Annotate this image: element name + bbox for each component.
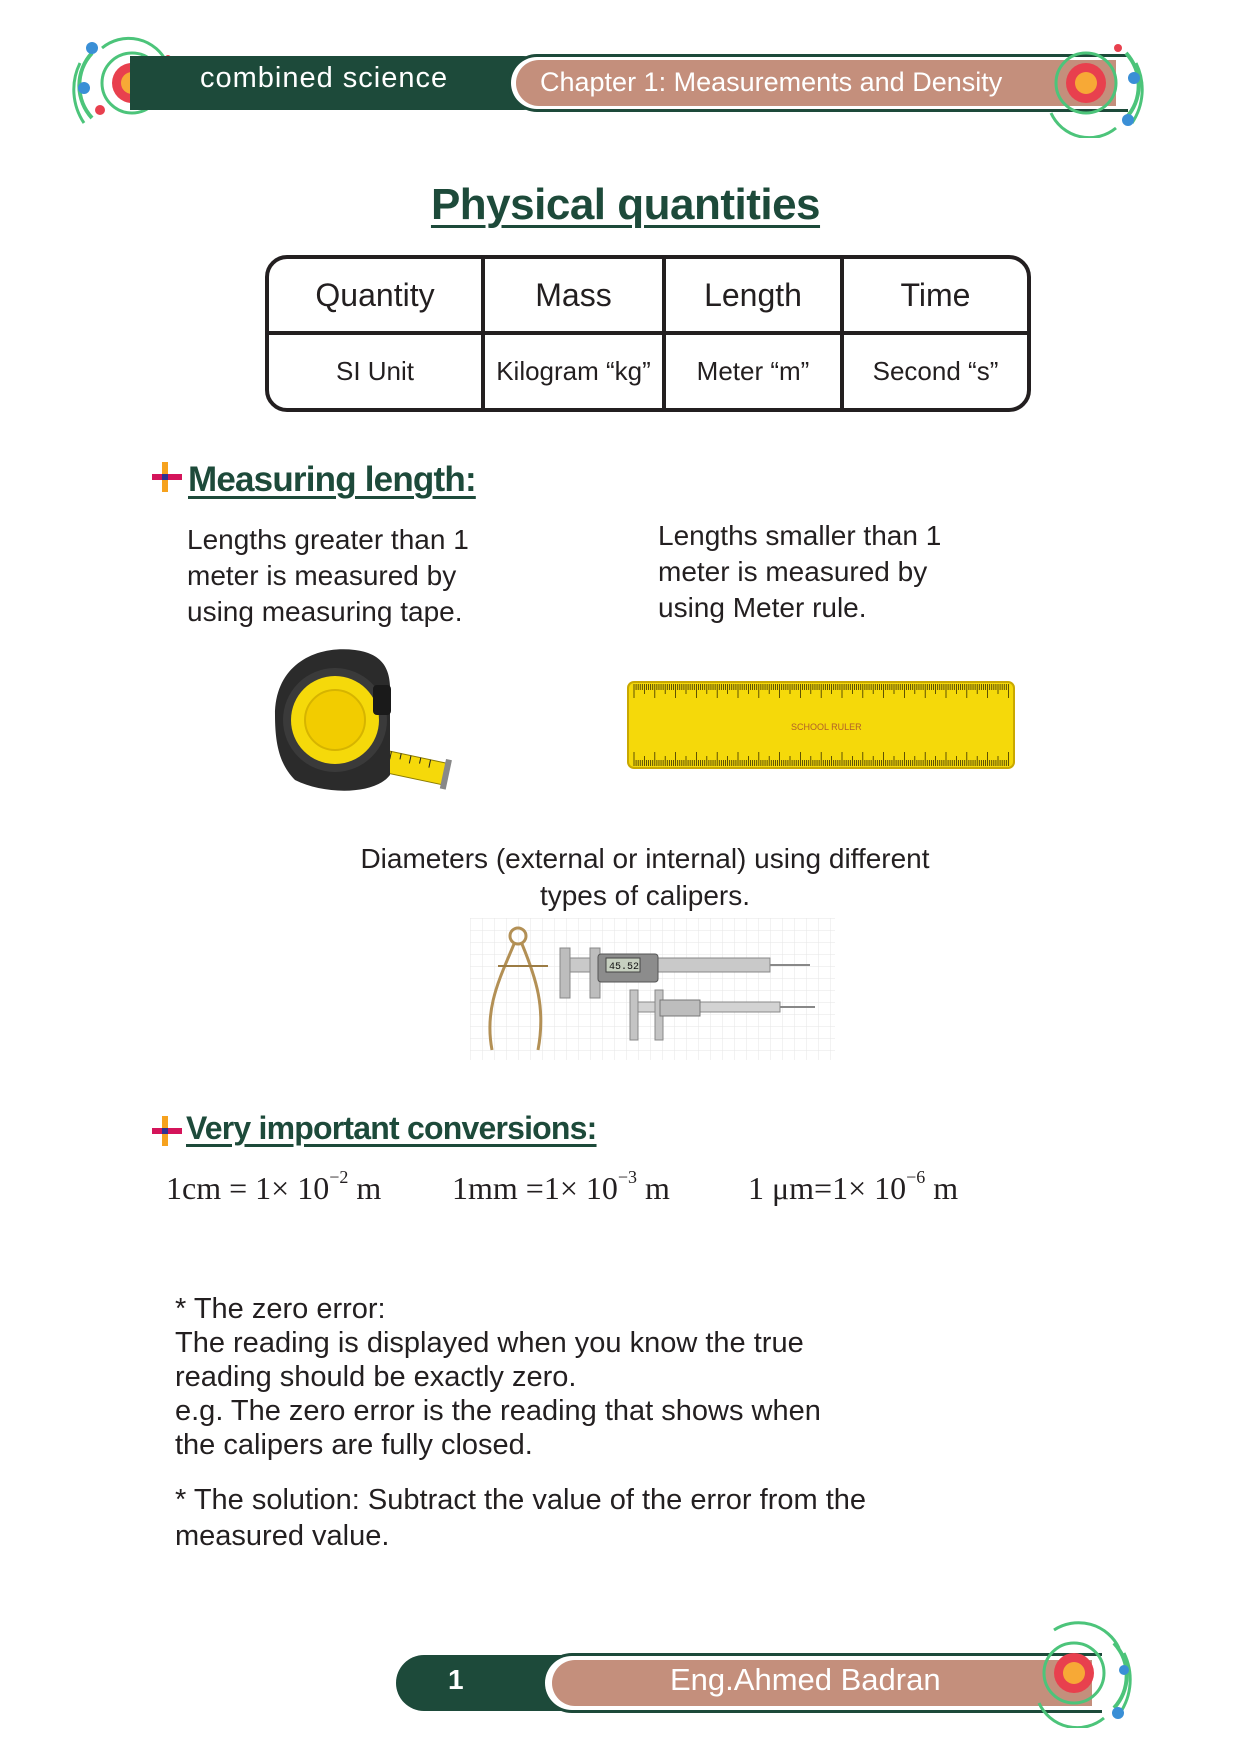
quantities-table (265, 255, 1031, 412)
table-cell: SI Unit (269, 335, 485, 408)
header-chapter: Chapter 1: Measurements and Density (540, 67, 1003, 97)
table-cell: Second “s” (872, 356, 999, 386)
conversion-cm: $1cm = 1\times 10^{-2}$ m (166, 1167, 382, 1206)
caliper-description: Diameters (external or internal) using different types of calipers. (360, 843, 930, 911)
page-header (0, 0, 1241, 140)
page-title: Physical quantities (430, 180, 821, 229)
science-emblem-footer-icon (1024, 1618, 1134, 1728)
section-heading-conversions: Very important conversions: (186, 1110, 597, 1146)
zero-error-heading: * The zero error: (175, 1293, 386, 1325)
science-emblem-right-icon (1036, 28, 1146, 138)
zero-error-line: The reading is displayed when you know the true (175, 1327, 804, 1359)
plus-bullet-icon (152, 1116, 182, 1146)
rule-description: Lengths smaller than 1 meter is measured by using Meter rule. (658, 520, 942, 623)
table-row (269, 335, 1027, 408)
conversion-um: 1 $\mu m=1\times 10^{-6}$ m (748, 1167, 959, 1206)
tape-description: Lengths greater than 1 meter is measured by using measuring tape. (187, 524, 469, 627)
solution-line: * The solution: Subtract the value of the error from the (175, 1484, 867, 1516)
measuring-tape-image (265, 645, 455, 815)
zero-error-line: e.g. The zero error is the reading that shows when (175, 1395, 821, 1427)
table-cell: Kilogram “kg” (485, 335, 666, 408)
header-subject: combined science (200, 62, 449, 94)
calipers-image (470, 918, 835, 1060)
solution-note (175, 1482, 866, 1554)
table-cell: Mass (485, 259, 666, 331)
table-cell: Length (666, 259, 844, 331)
zero-error-line: reading should be exactly zero. (175, 1361, 577, 1393)
plus-bullet-icon (152, 462, 182, 492)
section-heading-measuring: Measuring length: (188, 460, 476, 499)
ruler-brand-label: SCHOOL RULER (791, 722, 862, 732)
page-number: 1 (448, 1664, 464, 1695)
solution-line: measured value. (175, 1520, 390, 1552)
footer-author: Eng.Ahmed Badran (670, 1662, 941, 1697)
zero-error-note (175, 1292, 821, 1462)
conversion-mm: $1mm =1\times 10^{-3}$ m (452, 1167, 670, 1206)
table-cell: Meter “m” (666, 335, 844, 408)
zero-error-line: the calipers are fully closed. (175, 1429, 533, 1461)
meter-rule-image (626, 680, 1016, 770)
table-cell: Quantity (269, 259, 485, 331)
table-header-row (269, 259, 1027, 335)
table-cell: Time (900, 276, 971, 313)
caliper-display-value: 45.52 (609, 962, 640, 973)
